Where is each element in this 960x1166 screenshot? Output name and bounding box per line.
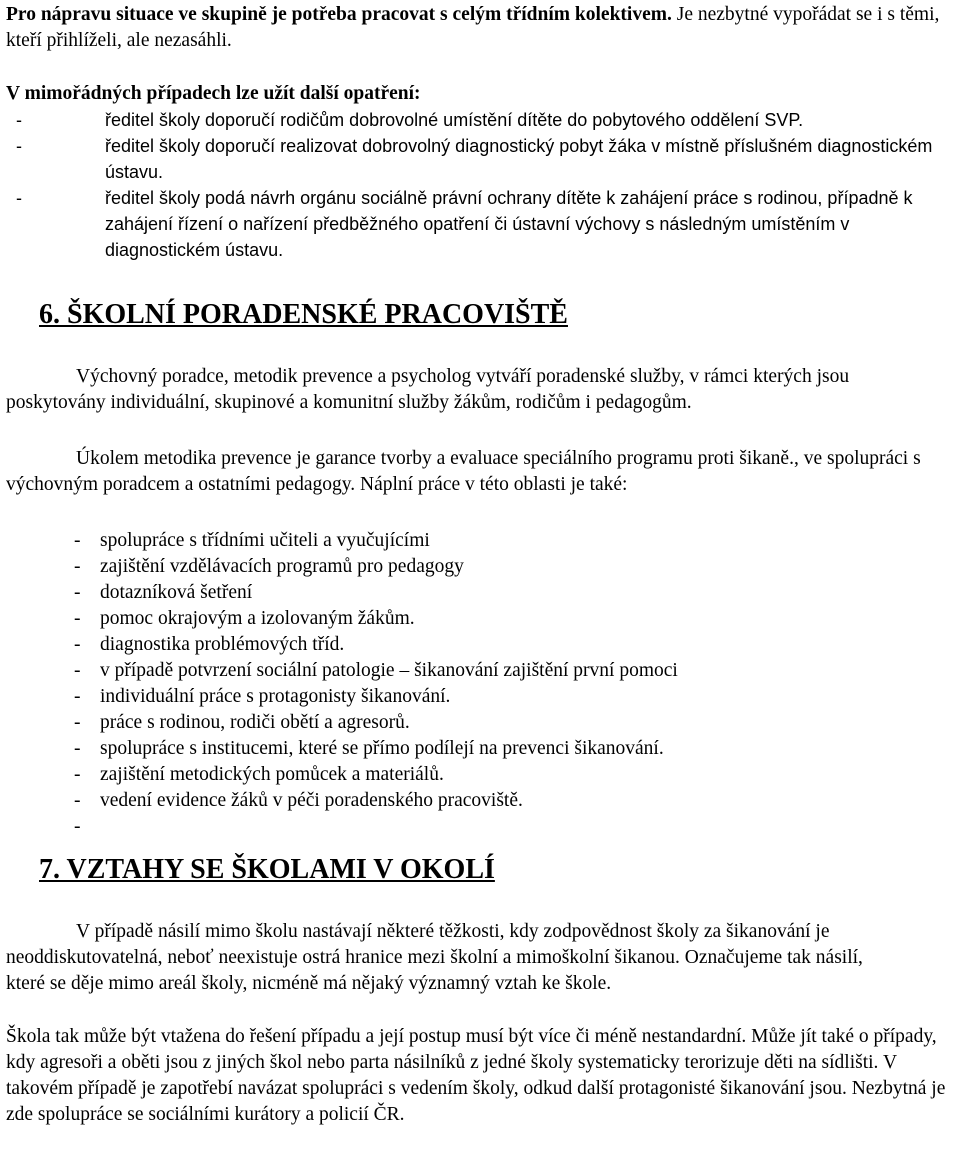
section-6-paragraph-2: Úkolem metodika prevence je garance tvorby a evaluace speciálního programu proti šikaně., ve spolupráci s výchovným poradcem a ostatními pedagogy. Náplní práce v této oblasti je také: bbox=[6, 448, 921, 495]
list-item bbox=[6, 710, 946, 736]
list-item bbox=[6, 762, 946, 788]
list-item-text: zajištění vzdělávacích programů pro pedagogy bbox=[100, 556, 464, 577]
list-dash: - bbox=[16, 110, 22, 130]
list-dash: - bbox=[74, 816, 81, 837]
list-item-text: individuální práce s protagonisty šikanování. bbox=[100, 686, 451, 707]
list-item-text: spolupráce s třídními učiteli a vyučujícími bbox=[100, 530, 430, 551]
list-item bbox=[6, 528, 946, 554]
list-item-text: ředitel školy doporučí realizovat dobrovolný diagnostický pobyt žáka v místně příslušném diagnostickém ústavu. bbox=[105, 136, 933, 182]
list-item-text: spolupráce s institucemi, které se přímo podílejí na prevenci šikanování. bbox=[100, 738, 664, 759]
list-item-text: dotazníková šetření bbox=[100, 582, 253, 603]
list-dash: - bbox=[74, 556, 81, 577]
measures-list bbox=[6, 107, 954, 263]
section-6-duties-list bbox=[6, 528, 946, 840]
list-dash: - bbox=[74, 738, 81, 759]
list-item bbox=[6, 814, 946, 840]
list-dash: - bbox=[74, 608, 81, 629]
list-item-text: ředitel školy doporučí rodičům dobrovolné umístění dítěte do pobytového oddělení SVP. bbox=[105, 110, 804, 130]
list-item bbox=[6, 606, 946, 632]
section-7-paragraph-2: Škola tak může být vtažena do řešení případu a její postup musí být více či méně nestandardní. Může jít také o případy, kdy agresoři a oběti jsou z jiných škol nebo parta násilníků z jedné školy systematicky terorizuje děti na sídlišti. V takovém případě je zapotřebí navázat spolupráci s vedením školy, odkud další protagonisté šikanování jsou. Nezbytná je zde spolupráce se sociálními kurátory a policií ČR. bbox=[6, 1026, 946, 1125]
list-dash: - bbox=[16, 188, 22, 208]
list-item bbox=[6, 554, 946, 580]
list-item bbox=[6, 658, 946, 684]
list-item-text: pomoc okrajovým a izolovaným žákům. bbox=[100, 608, 415, 629]
measures-heading: V mimořádných případech lze užít další opatření: bbox=[6, 83, 421, 104]
list-item bbox=[6, 185, 954, 263]
intro-bold-text: Pro nápravu situace ve skupině je potřeba pracovat s celým třídním kolektivem. bbox=[6, 4, 672, 25]
list-item-text: vedení evidence žáků v péči poradenského pracoviště. bbox=[100, 790, 523, 811]
section-7-paragraph-1: V případě násilí mimo školu nastávají některé těžkosti, kdy zodpovědnost školy za šikanování je neoddiskutovatelná, neboť neexistuje ostrá hranice mezi školní a mimoškolní šikanou. Označujeme tak násilí, které se děje mimo areál školy, nicméně má nějaký významný vztah ke škole. bbox=[6, 921, 863, 994]
list-item-text: zajištění metodických pomůcek a materiálů. bbox=[100, 764, 444, 785]
list-item-text: práce s rodinou, rodiči obětí a agresorů. bbox=[100, 712, 410, 733]
list-dash: - bbox=[74, 712, 81, 733]
intro-rest-text: Je nezbytné vypořádat se i s těmi, kteří přihlíželi, ale nezasáhli. bbox=[6, 4, 940, 51]
list-item bbox=[6, 632, 946, 658]
list-dash: - bbox=[74, 686, 81, 707]
list-item-text: diagnostika problémových tříd. bbox=[100, 634, 345, 655]
list-item bbox=[6, 580, 946, 606]
list-item-text: v případě potvrzení sociální patologie – šikanování zajištění první pomoci bbox=[100, 660, 678, 681]
section-6-title: 6. ŠKOLNÍ PORADENSKÉ PRACOVIŠTĚ bbox=[39, 299, 568, 330]
list-dash: - bbox=[74, 764, 81, 785]
list-dash: - bbox=[16, 136, 22, 156]
list-dash: - bbox=[74, 530, 81, 551]
list-dash: - bbox=[74, 790, 81, 811]
list-item bbox=[6, 788, 946, 814]
section-7-title: 7. VZTAHY SE ŠKOLAMI V OKOLÍ bbox=[39, 854, 495, 885]
list-dash: - bbox=[74, 582, 81, 603]
list-item bbox=[6, 107, 954, 133]
list-item-text: ředitel školy podá návrh orgánu sociálně právní ochrany dítěte k zahájení práce s rodinou, případně k zahájení řízení o nařízení předběžného opatření či ústavní výchovy s následným umístěním v diagnostickém ústavu. bbox=[105, 188, 913, 260]
list-dash: - bbox=[74, 660, 81, 681]
section-6-paragraph-1: Výchovný poradce, metodik prevence a psycholog vytváří poradenské služby, v rámci kterých jsou poskytovány individuální, skupinové a komunitní služby žákům, rodičům i pedagogům. bbox=[6, 366, 850, 413]
intro-paragraph bbox=[6, 2, 946, 54]
list-item bbox=[6, 684, 946, 710]
list-item bbox=[6, 736, 946, 762]
list-item bbox=[6, 133, 954, 185]
list-dash: - bbox=[74, 634, 81, 655]
